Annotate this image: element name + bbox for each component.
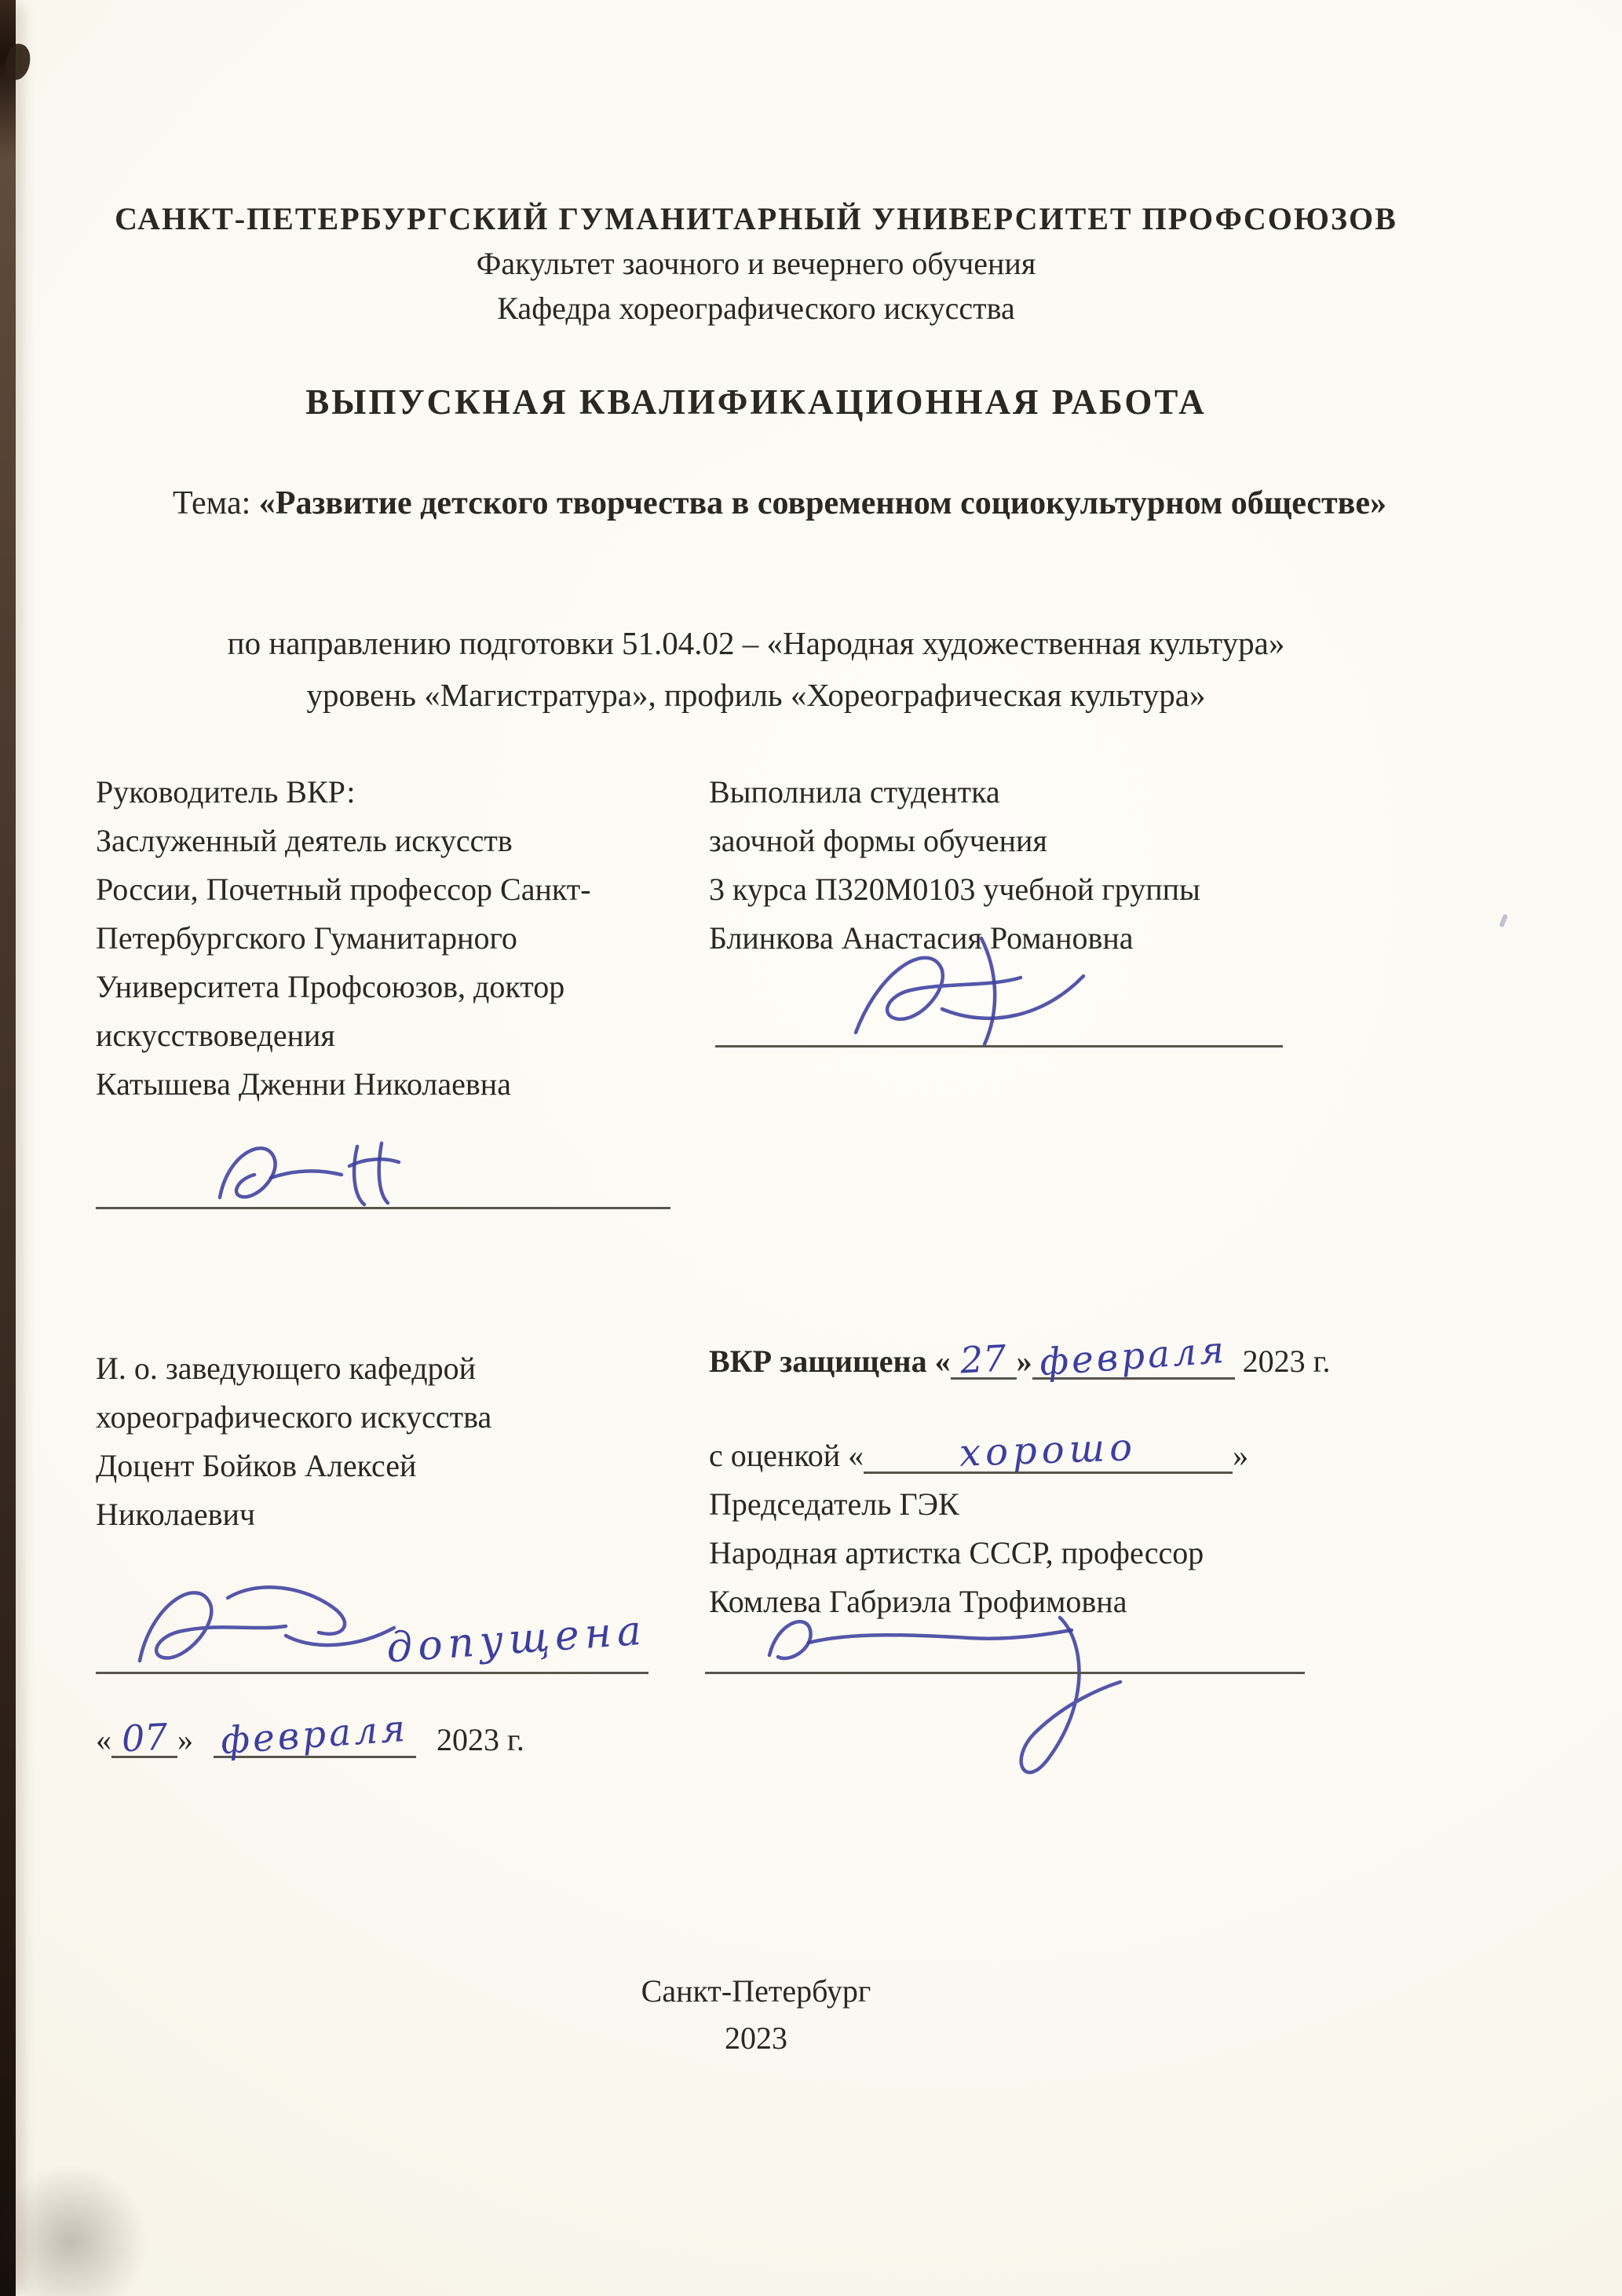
- student-line: заочной формы обучения: [709, 823, 1047, 858]
- scan-edge-left: [0, 0, 16, 2296]
- admission-year: 2023 г.: [437, 1722, 524, 1757]
- chairman-signature: [734, 1594, 1174, 1845]
- chairman-description: Народная артистка СССР, профессор: [709, 1535, 1204, 1570]
- admission-day-underline: [111, 1715, 177, 1760]
- student-group-line: 3 курса П320М0103 учебной группы: [709, 872, 1200, 907]
- defense-label: ВКР защищена: [709, 1344, 927, 1379]
- quote-close: »: [1016, 1344, 1032, 1379]
- scan-speck: [1499, 913, 1508, 927]
- supervisor-signature: [196, 1123, 448, 1225]
- program-level-profile: уровень «Магистратура», профиль «Хореографическая культура»: [306, 677, 1206, 713]
- theme-label: Тема:: [172, 485, 251, 521]
- student-name: Блинкова Анастасия Романовна: [709, 920, 1134, 956]
- supervisor-title-line: искусствоведения: [96, 1018, 335, 1053]
- thesis-theme: [63, 479, 1496, 528]
- quote-open: «: [934, 1344, 951, 1379]
- grade-handwriting: хорошо: [959, 1425, 1138, 1475]
- acting-head-line: хореографического искусства: [96, 1399, 492, 1435]
- student-line: Выполнила студентка: [709, 774, 1000, 810]
- supervisor-label: Руководитель ВКР:: [96, 774, 356, 810]
- defense-date-line: [709, 1328, 1353, 1386]
- admission-month-handwriting: февраля: [219, 1706, 411, 1764]
- grade-line: [709, 1425, 1353, 1480]
- defense-year: 2023 г.: [1242, 1344, 1331, 1379]
- grade-prefix: с оценкой «: [709, 1438, 864, 1473]
- university-name: САНКТ-ПЕТЕРБУРГСКИЙ ГУМАНИТАРНЫЙ УНИВЕРСИТЕТ ПРОФСОЮЗОВ: [115, 201, 1397, 236]
- supervisor-title-line: Заслуженный деятель искусств: [96, 823, 513, 858]
- document-footer: [63, 1968, 1449, 2062]
- footer-city: Санкт-Петербург: [641, 1973, 871, 2009]
- supervisor-signature-line: [96, 1207, 670, 1209]
- supervisor-title-line: Университета Профсоюзов, доктор: [96, 969, 565, 1004]
- acting-head-signature-line: [96, 1672, 648, 1674]
- department-name: Кафедра хореографического искусства: [497, 291, 1015, 326]
- grade-underline: [864, 1425, 1233, 1475]
- supervisor-block: [96, 768, 716, 1109]
- student-signature: [816, 915, 1131, 1064]
- defense-month-underline: [1032, 1328, 1235, 1385]
- defense-month-handwriting: февраля: [1038, 1328, 1229, 1385]
- chairman-name: Комлева Габриэла Трофимовна: [709, 1584, 1127, 1619]
- defense-block: [709, 1328, 1353, 1626]
- acting-head-name-line: Доцент Бойков Алексей: [96, 1448, 417, 1483]
- theme-title: «Развитие детского творчества в современном социокультурном обществе»: [258, 485, 1386, 521]
- grade-suffix: »: [1233, 1438, 1249, 1473]
- quote-open: «: [96, 1722, 111, 1757]
- admission-date-line: [96, 1706, 524, 1764]
- admission-month-underline: [214, 1706, 416, 1764]
- footer-year: 2023: [725, 2020, 787, 2056]
- student-signature-line: [715, 1045, 1283, 1047]
- chairman-title: Председатель ГЭК: [709, 1486, 959, 1522]
- admission-day-handwriting: 07: [120, 1715, 169, 1760]
- document-header: [63, 196, 1449, 331]
- program-info: [63, 617, 1449, 721]
- admission-handwriting: допущена: [385, 1607, 648, 1673]
- acting-head-name-line: Николаевич: [96, 1497, 256, 1532]
- work-type-title: ВЫПУСКНАЯ КВАЛИФИКАЦИОННАЯ РАБОТА: [305, 382, 1207, 422]
- quote-close: »: [177, 1722, 193, 1757]
- defense-day-handwriting: 27: [959, 1336, 1008, 1382]
- defense-day-underline: [951, 1336, 1017, 1382]
- acting-head-block: [96, 1344, 677, 1539]
- supervisor-title-line: России, Почетный профессор Санкт-: [96, 872, 591, 907]
- supervisor-name: Катышева Дженни Николаевна: [96, 1066, 511, 1102]
- acting-head-line: И. о. заведующего кафедрой: [96, 1351, 477, 1386]
- program-direction: по направлению подготовки 51.04.02 – «Народная художественная культура»: [227, 625, 1285, 661]
- chairman-signature-line: [705, 1672, 1305, 1674]
- scan-corner-shadow: [0, 2139, 173, 2296]
- faculty-name: Факультет заочного и вечернего обучения: [476, 246, 1036, 281]
- supervisor-title-line: Петербургского Гуманитарного: [96, 920, 517, 956]
- acting-head-signature: [110, 1567, 424, 1700]
